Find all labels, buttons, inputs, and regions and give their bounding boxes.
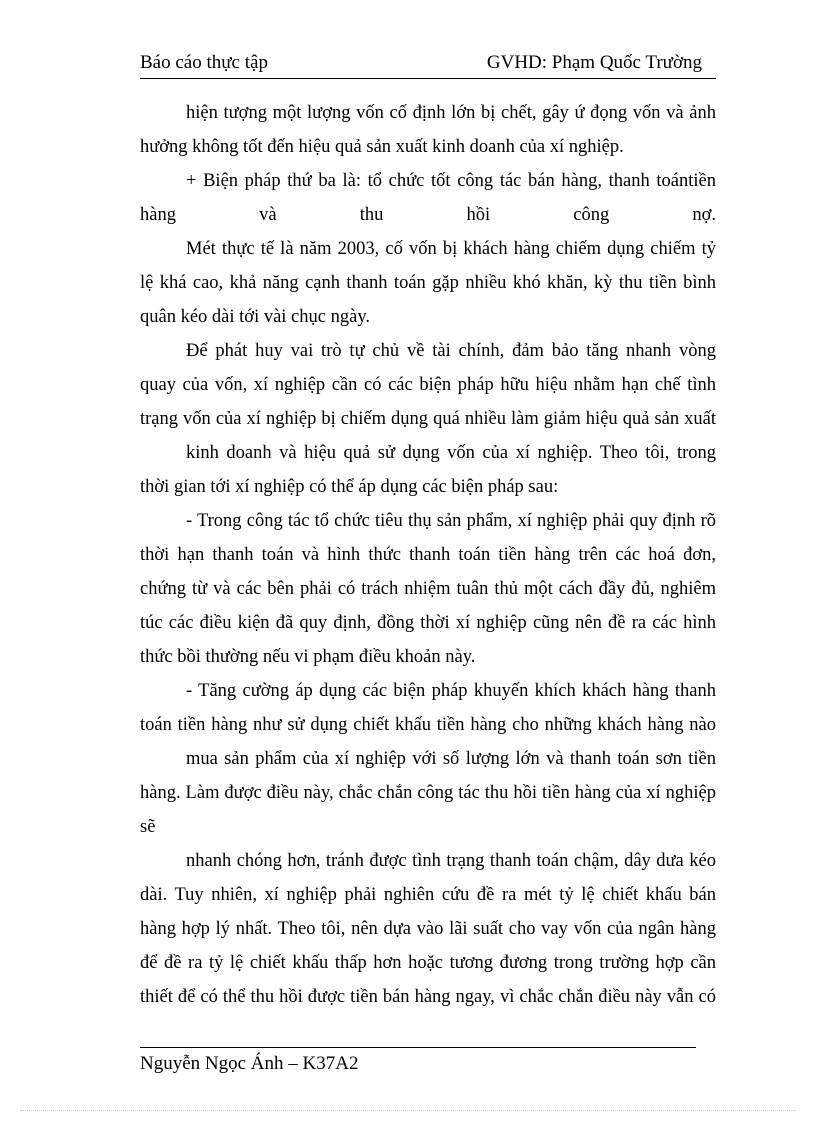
text-line: mua sản phẩm của xí nghiệp với số lượng lớn và thanh toán sơn tiền <box>186 749 716 769</box>
text-line: thời gian tới xí nghiệp có thể áp dụng các biện pháp sau: <box>140 477 559 497</box>
footer-divider <box>140 1047 696 1048</box>
header-advisor: GVHD: Phạm Quốc Trường <box>486 52 702 73</box>
header-title: Báo cáo thực tập <box>140 52 268 73</box>
text-line: quân kéo dài tới vài chục ngày. <box>140 307 370 327</box>
document-body <box>140 96 716 1014</box>
text-line: Để phát huy vai trò tự chủ về tài chính, đảm bảo tăng nhanh vòng <box>186 341 716 361</box>
text-line: nhanh chóng hơn, tránh được tình trạng thanh toán chậm, dây dưa kéo <box>186 851 716 871</box>
text-line: thiết để có thể thu hồi được tiền bán hàng ngay, vì chắc chắn điều này vẫn có <box>140 987 716 1007</box>
text-line: trạng vốn của xí nghiệp bị chiếm dụng quá nhiều làm giảm hiệu quả sản xuất <box>140 409 716 429</box>
page-boundary <box>20 1110 796 1111</box>
text-line: sẽ <box>140 817 156 837</box>
footer-author: Nguyễn Ngọc Ánh – K37A2 <box>140 1053 359 1074</box>
text-line: thời hạn thanh toán và hình thức thanh toán tiền hàng trên các hoá đơn, <box>140 545 716 565</box>
text-line: - Tăng cường áp dụng các biện pháp khuyến khích khách hàng thanh <box>186 681 716 701</box>
text-line: + Biện pháp thứ ba là: tổ chức tốt công tác bán hàng, thanh toántiền <box>186 171 716 191</box>
text-line: - Trong công tác tổ chức tiêu thụ sản phẩm, xí nghiệp phải quy định rõ <box>186 511 716 531</box>
text-line: toán tiền hàng như sử dụng chiết khấu tiền hàng cho những khách hàng nào <box>140 715 716 735</box>
text-line: hàng. Làm được điều này, chắc chắn công tác thu hồi tiền hàng của xí nghiệp <box>140 783 716 803</box>
text-line: để đề ra tỷ lệ chiết khấu thấp hơn hoặc tương đương trong trường hợp cần <box>140 953 716 973</box>
text-line: túc các điều kiện đã quy định, đồng thời xí nghiệp cũng nên đề ra các hình <box>140 613 716 633</box>
text-line: lệ khá cao, khả năng cạnh thanh toán gặp nhiều khó khăn, kỳ thu tiền bình <box>140 273 716 293</box>
text-line: hàng và thu hồi công nợ. <box>140 205 716 225</box>
text-line: chứng từ và các bên phải có trách nhiệm tuân thủ một cách đầy đủ, nghiêm <box>140 579 716 599</box>
text-line: thức bồi thường nếu vi phạm điều khoản này. <box>140 647 476 667</box>
text-line: dài. Tuy nhiên, xí nghiệp phải nghiên cứu đề ra mét tỷ lệ chiết khấu bán <box>140 885 716 905</box>
text-line: hàng hợp lý nhất. Theo tôi, nên dựa vào lãi suất cho vay vốn của ngân hàng <box>140 919 716 939</box>
text-line: kinh doanh và hiệu quả sử dụng vốn của xí nghiệp. Theo tôi, trong <box>186 443 716 463</box>
text-line: quay của vốn, xí nghiệp cần có các biện pháp hữu hiệu nhằm hạn chế tình <box>140 375 716 395</box>
text-line: hưởng không tốt đến hiệu quả sản xuất kinh doanh của xí nghiệp. <box>140 137 624 157</box>
text-line: Mét thực tế là năm 2003, cố vốn bị khách hàng chiếm dụng chiếm tỷ <box>186 239 716 259</box>
text-line: hiện tượng một lượng vốn cố định lớn bị chết, gây ứ đọng vốn và ảnh <box>186 103 716 123</box>
page-header <box>140 50 716 79</box>
